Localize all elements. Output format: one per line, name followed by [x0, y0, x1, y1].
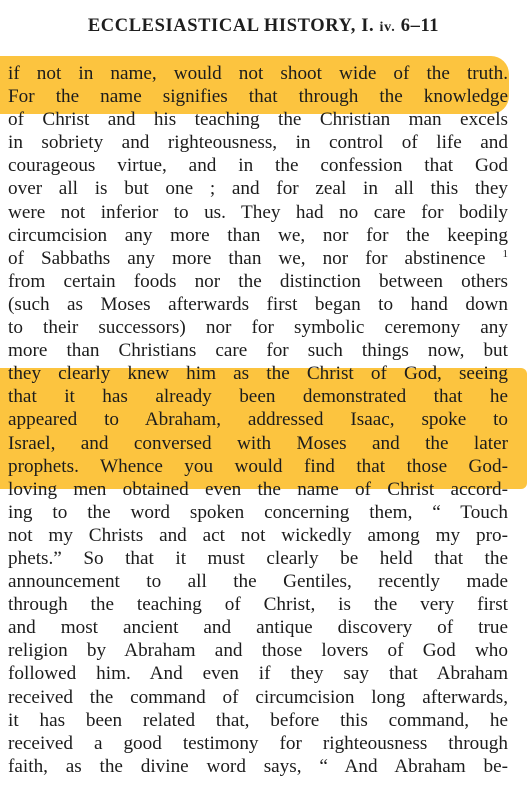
text-line-with-footnote	[8, 247, 508, 270]
text-line: through the teaching of Christ, is the very first	[8, 594, 508, 616]
text-line: that it has already been demonstrated that he	[8, 386, 508, 408]
text-line: it has been related that, before this command, he	[8, 709, 508, 731]
running-header	[0, 16, 527, 37]
text-line: over all is but one ; and for zeal in all this they	[8, 178, 508, 200]
header-title: ECCLESIASTICAL HISTORY, I.	[87, 16, 375, 36]
text-line: received the command of circumcision long afterwards,	[8, 686, 508, 708]
text-line: and most ancient and antique discovery of true	[8, 617, 508, 639]
text-line: courageous virtue, and in the confession that God	[8, 155, 508, 177]
footnote-marker: 1	[502, 247, 508, 260]
text-line: more than Christians care for such things now, but	[8, 340, 508, 362]
text-line: of Christ and his teaching the Christian man excels	[8, 109, 508, 131]
text-line: appeared to Abraham, addressed Isaac, spoke to	[8, 409, 508, 431]
text-line: received a good testimony for righteousness through	[8, 732, 508, 754]
text-line: phets.” So that it must clearly be held that the	[8, 547, 508, 569]
text-line: (such as Moses afterwards first began to hand down	[8, 293, 508, 315]
text-line: from certain foods nor the distinction between others	[8, 270, 508, 292]
text-line: not my Christs and act not wickedly among my pro-	[8, 524, 508, 546]
text-line-content: of Sabbaths any more than we, nor for abstinence	[8, 247, 486, 269]
header-section-ref: 6–11	[400, 16, 440, 36]
text-line: if not in name, would not shoot wide of the truth.	[8, 63, 508, 84]
text-line: Israel, and conversed with Moses and the later	[8, 432, 508, 454]
text-line: announcement to all the Gentiles, recently made	[8, 571, 508, 593]
text-line: to their successors) nor for symbolic ceremony any	[8, 317, 508, 339]
text-line: prophets. Whence you would find that those God-	[8, 455, 508, 477]
body-text	[8, 62, 508, 778]
text-line: For the name signifies that through the knowledge	[8, 86, 508, 108]
text-line: in sobriety and righteousness, in control of life and	[8, 132, 508, 154]
header-book-ref: iv.	[379, 20, 396, 35]
text-line: loving men obtained even the name of Christ accord-	[8, 478, 508, 500]
text-line: religion by Abraham and those lovers of God who	[8, 640, 508, 662]
text-line: followed him. And even if they say that Abraham	[8, 663, 508, 685]
text-line: faith, as the divine word says, “ And Abraham be-	[8, 755, 508, 777]
text-line: ing to the word spoken concerning them, “ Touch	[8, 501, 508, 523]
text-line: were not inferior to us. They had no care for bodily	[8, 201, 508, 223]
text-line: circumcision any more than we, nor for the keeping	[8, 224, 508, 246]
text-line: they clearly knew him as the Christ of God, seeing	[8, 363, 508, 385]
